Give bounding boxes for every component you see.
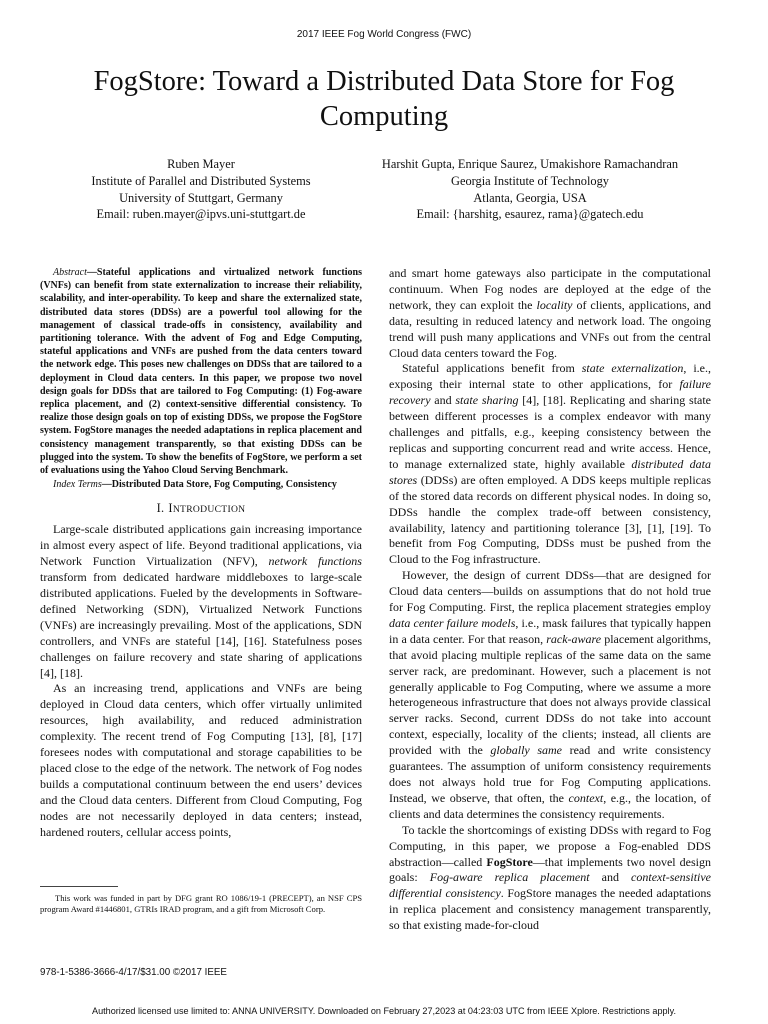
paragraph (389, 266, 711, 361)
paragraph (40, 522, 362, 681)
text-run: transform from dedicated hardware middleboxes to large-scale distributed applications. Fueled by the developments in Software-defined Networking (SDN), Virtualized Network Functions (VNFs) are increasingly prevailing. Most of the applications, SDN controllers, and VNFs are stateful [14], [16]. Statefulness poses challenges on failure recovery and state sharing of applications [4], [18]. (40, 570, 362, 680)
section-title-initial: I (168, 501, 173, 516)
text-run: and (430, 393, 456, 408)
text-run: of clients, applications, and data, resulting in reduced latency and network load. The ongoing trend will push many applications and VNFs out from the central Cloud data centers toward the Fog. (389, 297, 711, 360)
emphasis: failure recovery (389, 377, 711, 408)
copyright-line: 978-1-5386-3666-4/17/$31.00 ©2017 IEEE (40, 967, 227, 978)
emphasis: rack-aware (546, 631, 602, 646)
abstract-body: —Stateful applications and virtualized network functions (VNFs) can benefit from state externalization to increase their reliability, scalability, and inter-operability. To keep and share the externalized state, distributed data stores (DDSs) are a powerful tool allowing for the management of classical trade-offs in consistency, availability and partitioning tolerance. With the advent of Fog and Edge Computing, stateful applications and VNFs are pushed from the data centers toward the network edge. This poses new challenges on DDSs that are tailored to a deployment in Cloud data centers. In this paper, we propose two novel design goals for DDSs that are tailored to Fog Computing: (1) Fog-aware replica placement, and (2) context-sensitive differential consistency. To realize those design goals on top of existing DDSs, we propose the FogStore system. FogStore manages the needed adaptations in replica placement and consistency management transparently, so that existing DDSs can be plugged into the system. To show the benefits of FogStore, we perform a set of evaluations using the Yahoo Cloud Serving Benchmark. (40, 267, 362, 477)
paragraph (389, 361, 711, 568)
text-run: , i.e., exposing their internal state to other applications, for (389, 361, 711, 392)
section-title-rest: NTRODUCTION (172, 504, 246, 516)
emphasis: context-sensitive differential consistency (389, 870, 712, 901)
section-number: I. (156, 501, 165, 516)
text-run: , e.g., the location, of clients and data determines the consistency requirements. (389, 790, 711, 821)
text-run: and smart home gateways also participate in the computational continuum. When Fog nodes are deployed at the edge of the network, they can exploit the (389, 266, 711, 312)
author-block-stuttgart (40, 156, 362, 223)
text-run: Stateful applications benefit from (402, 361, 582, 376)
paper-title: FogStore: Toward a Distributed Data Store for Fog Computing (93, 66, 675, 132)
funding-footnote: This work was funded in part by DFG grant RO 1086/19-1 (PRECEPT), an NSF CPS program Award #1446801, GTRIs IRAD program, and a gift from Microsoft Corp. (40, 893, 362, 915)
text-run: read and write consistency guarantees. The assumption of uniform consistency requirements does not always hold true for Fog Computing applications. Instead, we observe, that often, the (389, 743, 711, 805)
text-run: placement algorithms, that avoid placing multiple replicas of the same data on the same server rack, are predominant. However, such a placement is not generally applicable to Fog Computing, where we assume a more heterogeneous infrastructure that does not always provide classical server racks. Second, current DDSs do not take into account context, especially, locality of the clients; instead, all clients are provided with the (389, 631, 711, 758)
emphasis: distributed data stores (389, 456, 711, 487)
emphasis: data center failure models (389, 615, 516, 630)
conference-header: 2017 IEEE Fog World Congress (FWC) (296, 29, 472, 40)
author-affiliation: Atlanta, Georgia, USA (473, 190, 587, 205)
text-run: (DDSs) are often employed. A DDS keeps multiple replicas of the stored data records on different physical nodes. In doing so, DDSs handle the complex trade-off between consistency, availability, latency and partitioning tolerance [3], [1], [19]. To benefit from Fog Computing, DDSs must be pushed from the Cloud to the Fog infrastructure. (389, 472, 711, 567)
index-terms-body: —Distributed Data Store, Fog Computing, Consistency (101, 479, 337, 491)
abstract (40, 266, 362, 477)
text-run: and (589, 870, 632, 885)
paragraph: As an increasing trend, applications and VNFs are being deployed in Cloud data centers, which offer virtually unlimited resources, high availability, and reduced administration complexity. The recent trend of Fog Computing [13], [8], [17] foresees nodes with computational and storage capabilities to be placed close to the edge of the network. The network of Fog nodes builds a computational continuum between the end users’ devices and the Cloud data centers. Different from Cloud Computing, Fog nodes are not necessarily deployed in data centers; instead, hardened routers, cellular access points, (40, 681, 362, 839)
author-name: Ruben Mayer (167, 157, 235, 171)
text-run: , i.e., mask failures that typically happen in a data center. For that reason, (389, 615, 711, 646)
paragraph (389, 823, 711, 934)
author-affiliation: Georgia Institute of Technology (451, 173, 609, 188)
index-terms-lead: Index Terms (53, 479, 102, 491)
author-block-gatech (330, 156, 730, 223)
author-affiliation: University of Stuttgart, Germany (119, 190, 283, 205)
paragraph (389, 568, 711, 823)
emphasis: context (568, 790, 604, 805)
emphasis: Fog-aware replica placement (429, 870, 590, 885)
text-run: . FogStore manages the needed adaptations in replica placement and consistency management transparently, so that existing made-for-cloud (389, 886, 711, 933)
footnote-divider (40, 886, 118, 887)
text-run: However, the design of current DDSs—that are designed for Cloud data centers—builds on assumptions that do not hold true for Fog Computing. First, the replica placement strategies employ (389, 568, 711, 615)
emphasis: locality (536, 297, 573, 312)
text-run: Large-scale distributed applications gain increasing importance in almost every aspect of life. Beyond traditional applications, via Network Function Virtualization (NFV), (40, 522, 362, 569)
license-notice: Authorized licensed use limited to: ANNA UNIVERSITY. Downloaded on February 27,2023 at 04:23:03 UTC from IEEE Xplore. Restrictions apply. (92, 1006, 676, 1016)
author-affiliation: Institute of Parallel and Distributed Systems (91, 173, 311, 188)
text-run: —that implements two novel design goals: (389, 854, 711, 885)
emphasis: state sharing (455, 393, 519, 408)
text-run: To tackle the shortcomings of existing DDSs with regard to Fog Computing, in this paper, we propose a Fog-enabled DDS abstraction—called (389, 822, 711, 869)
text-run: [4], [18]. Replicating and sharing state between different processes is a complex endeavor with many challenges and pitfalls, e.g., keeping consistency between the replicas and supporting concurrent read and write access. Hence, to manage externalized state, highly available (389, 393, 712, 471)
bold-term: FogStore (486, 854, 533, 869)
emphasis: globally same (490, 743, 563, 758)
emphasis: state externalization (581, 361, 684, 376)
section-heading-introduction (40, 501, 362, 518)
author-email: Email: {harshitg, esaurez, rama}@gatech.edu (416, 207, 644, 222)
left-column (40, 266, 362, 840)
emphasis: network functions (268, 554, 362, 569)
abstract-lead: Abstract (53, 267, 87, 278)
author-email: Email: ruben.mayer@ipvs.uni-stuttgart.de (96, 207, 306, 222)
right-column (389, 266, 711, 934)
index-terms (40, 478, 362, 491)
author-name: Harshit Gupta, Enrique Saurez, Umakishore Ramachandran (381, 157, 679, 171)
